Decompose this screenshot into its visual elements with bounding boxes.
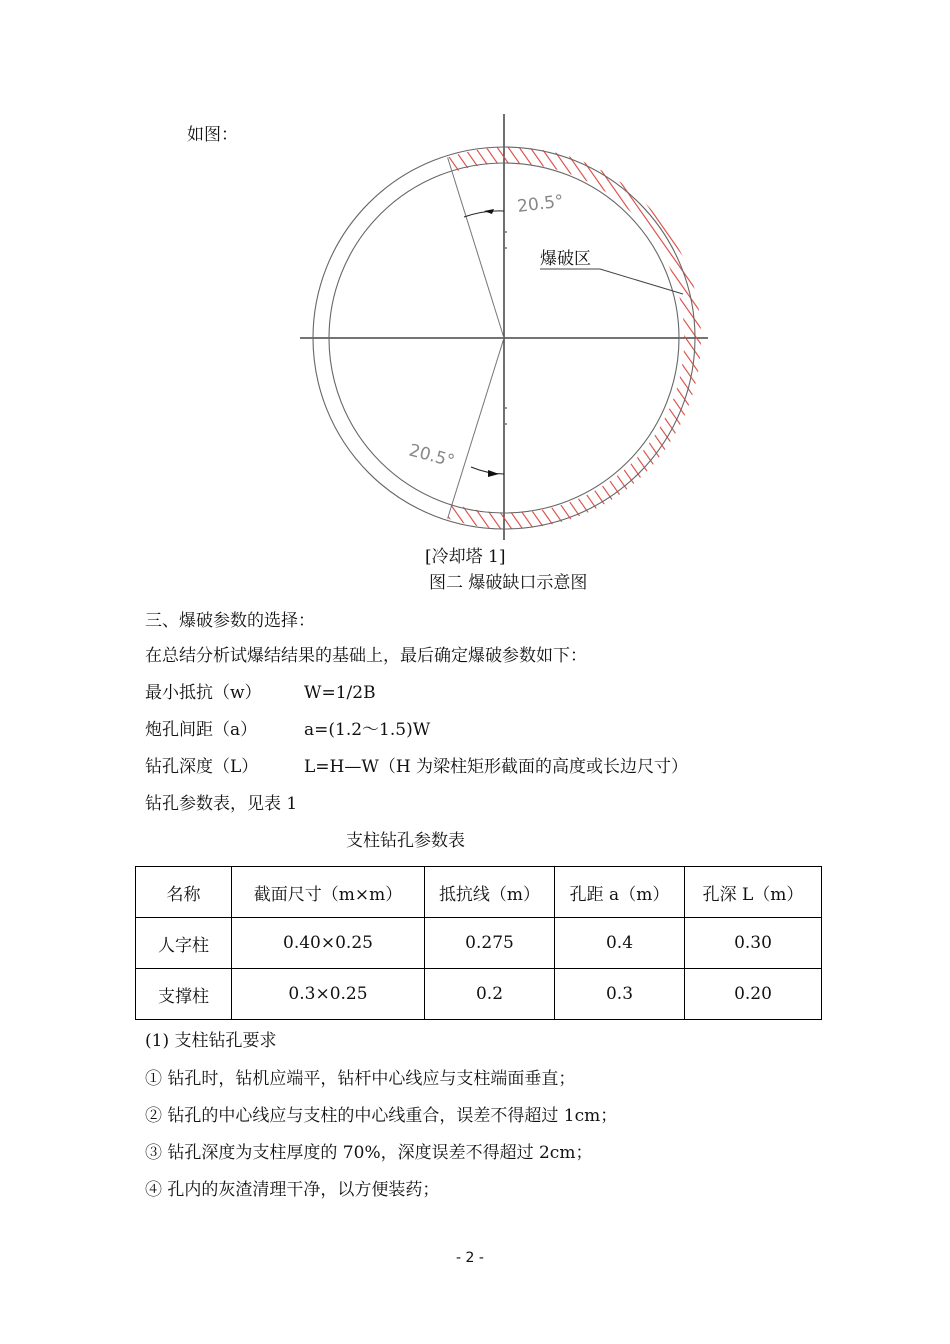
table-cell: 0.2 — [425, 969, 555, 1020]
intro-text: 如图： — [187, 125, 238, 145]
table-header-row — [136, 867, 822, 918]
table-cell: 人字柱 — [136, 918, 232, 969]
table-title: 支柱钻孔参数表 — [346, 831, 465, 851]
table-cell: 0.3 — [555, 969, 685, 1020]
figure-caption: 图二 爆破缺口示意图 — [429, 573, 588, 593]
table-cell: 0.40×0.25 — [232, 918, 425, 969]
param-label: 钻孔深度（L） — [145, 757, 259, 777]
requirements-title: (1) 支柱钻孔要求 — [145, 1031, 277, 1051]
table-cell: 支撑柱 — [136, 969, 232, 1020]
figure-ref: [冷却塔 1] — [425, 547, 506, 567]
table-header-cell: 孔距 a（m） — [555, 867, 685, 918]
table-cell: 0.3×0.25 — [232, 969, 425, 1020]
param-formula: L=H—W（H 为梁柱矩形截面的高度或长边尺寸） — [304, 757, 689, 777]
angle-label-bottom: 20.5° — [406, 440, 457, 472]
table-header-cell: 孔深 L（m） — [685, 867, 822, 918]
table-reference: 钻孔参数表，见表 1 — [145, 794, 298, 814]
notch-boundary-top — [448, 158, 504, 339]
param-formula: a=(1.2～1.5)W — [304, 720, 431, 740]
table-row — [136, 969, 822, 1020]
table-header-cell: 截面尺寸（m×m） — [232, 867, 425, 918]
table-header-cell: 抵抗线（m） — [425, 867, 555, 918]
requirement-item: ① 钻孔时，钻机应端平，钻杆中心线应与支柱端面垂直； — [145, 1069, 576, 1089]
param-label: 炮孔间距（a） — [145, 720, 258, 740]
zone-leader-line — [600, 269, 683, 294]
requirement-item: ③ 钻孔深度为支柱厚度的 70%，深度误差不得超过 2cm； — [145, 1143, 593, 1163]
notch-boundary-bottom — [448, 338, 504, 519]
requirement-item: ④ 孔内的灰渣清理干净，以方便装药； — [145, 1180, 440, 1200]
angle-arc-bottom — [471, 467, 504, 474]
param-label: 最小抵抗（w） — [145, 683, 262, 703]
zone-label: 爆破区 — [540, 249, 591, 269]
requirement-item: ② 钻孔的中心线应与支柱的中心线重合，误差不得超过 1cm； — [145, 1106, 618, 1126]
table-cell: 0.275 — [425, 918, 555, 969]
summary-text: 在总结分析试爆结结果的基础上，最后确定爆破参数如下： — [145, 646, 587, 666]
angle-arc-top — [464, 211, 504, 217]
table-cell: 0.4 — [555, 918, 685, 969]
table-row — [136, 918, 822, 969]
angle-label-top: 20.5° — [516, 191, 565, 217]
section-heading: 三、爆破参数的选择： — [145, 611, 315, 631]
table-cell: 0.30 — [685, 918, 822, 969]
page-number: - 2 - — [456, 1250, 484, 1266]
table-cell: 0.20 — [685, 969, 822, 1020]
drilling-parameter-table — [135, 866, 822, 1020]
table-header-cell: 名称 — [136, 867, 232, 918]
param-formula: W=1/2B — [304, 683, 376, 703]
blasting-notch-diagram — [296, 112, 712, 542]
